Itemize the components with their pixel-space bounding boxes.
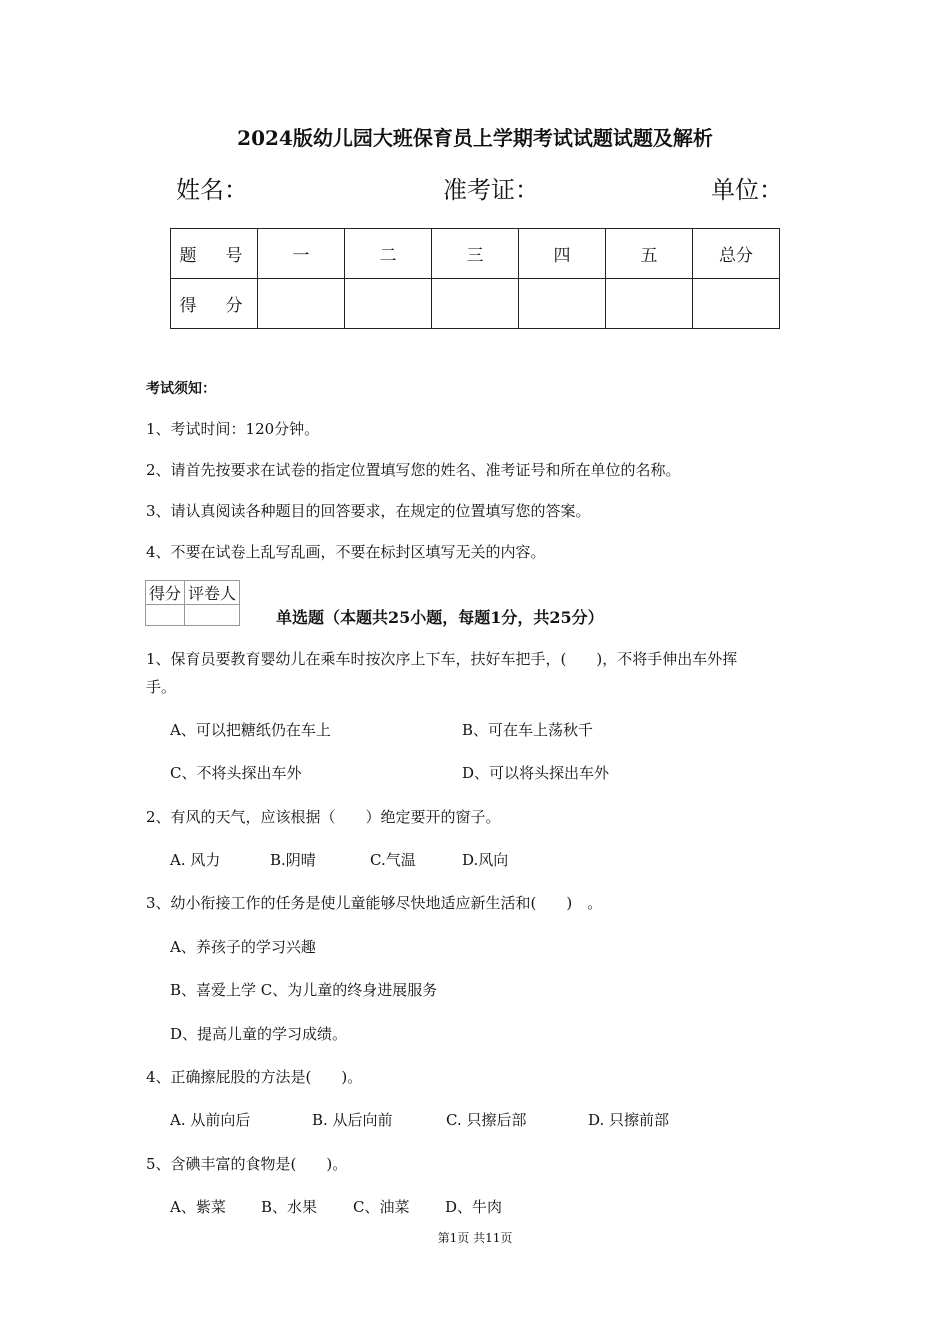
notice-item: 3、请认真阅读各种题目的回答要求，在规定的位置填写您的答案。 — [146, 502, 591, 520]
grader-score-label: 得分 — [146, 581, 185, 605]
score-row-label: 得 分 — [171, 279, 258, 329]
question-4-option-b: B. 从后向前 — [312, 1111, 393, 1129]
document-title: 2024版幼儿园大班保育员上学期考试试题试题及解析 — [237, 126, 713, 150]
question-5-option-d: D、牛肉 — [445, 1198, 503, 1216]
question-1-stem: 1、保育员要教育婴幼儿在乘车时按次序上下车，扶好车把手，( )，不将手伸出车外挥 — [146, 650, 738, 668]
ticket-label: 准考证： — [443, 176, 539, 204]
score-header-total: 总分 — [693, 229, 780, 279]
name-label: 姓名： — [176, 176, 248, 204]
grader-reviewer-cell — [185, 605, 240, 626]
score-cell-4 — [519, 279, 606, 329]
question-2-option-d: D.风向 — [462, 851, 509, 869]
score-header-label: 题 号 — [171, 229, 258, 279]
question-4-option-d: D. 只擦前部 — [588, 1111, 670, 1129]
score-table-score-row — [171, 279, 780, 329]
score-table-header-row — [171, 229, 780, 279]
score-cell-5 — [606, 279, 693, 329]
score-cell-1 — [258, 279, 345, 329]
question-1-option-d: D、可以将头探出车外 — [462, 764, 610, 782]
score-cell-3 — [432, 279, 519, 329]
score-cell-2 — [345, 279, 432, 329]
notice-item: 1、考试时间：120分钟。 — [146, 420, 320, 438]
question-5-stem: 5、含碘丰富的食物是( )。 — [146, 1155, 348, 1173]
grader-score-cell — [146, 605, 185, 626]
notice-item: 4、不要在试卷上乱写乱画，不要在标封区填写无关的内容。 — [146, 543, 546, 561]
question-4-option-a: A. 从前向后 — [170, 1111, 251, 1129]
question-2-stem: 2、有风的天气，应该根据（ ）绝定要开的窗子。 — [146, 808, 501, 826]
question-5-option-b: B、水果 — [261, 1198, 318, 1216]
question-1-option-c: C、不将头探出车外 — [170, 764, 302, 782]
question-3-option-a: A、养孩子的学习兴趣 — [170, 938, 316, 956]
unit-label: 单位： — [711, 176, 783, 204]
question-2-option-a: A. 风力 — [170, 851, 221, 869]
score-header-3: 三 — [432, 229, 519, 279]
question-3-option-d: D、提高儿童的学习成绩。 — [170, 1025, 348, 1043]
grader-reviewer-label: 评卷人 — [185, 581, 240, 605]
question-4-option-c: C. 只擦后部 — [446, 1111, 527, 1129]
score-header-5: 五 — [606, 229, 693, 279]
score-header-4: 四 — [519, 229, 606, 279]
page-footer: 第1页 共11页 — [437, 1231, 513, 1245]
question-4-stem: 4、正确擦屁股的方法是( )。 — [146, 1068, 363, 1086]
question-2-option-b: B.阴晴 — [270, 851, 316, 869]
score-table — [170, 228, 780, 329]
question-1-option-b: B、可在车上荡秋千 — [462, 721, 594, 739]
question-2-option-c: C.气温 — [370, 851, 416, 869]
question-1-stem-cont: 手。 — [146, 678, 177, 696]
question-5-option-a: A、紫菜 — [170, 1198, 226, 1216]
question-1-option-a: A、可以把糖纸仍在车上 — [170, 721, 331, 739]
score-cell-total — [693, 279, 780, 329]
question-3-stem: 3、幼小衔接工作的任务是使儿童能够尽快地适应新生活和( ) 。 — [146, 894, 603, 912]
question-3-option-bc: B、喜爱上学 C、为儿童的终身进展服务 — [170, 981, 438, 999]
section-title: 单选题（本题共25小题，每题1分，共25分） — [276, 608, 604, 627]
grader-table — [145, 580, 240, 626]
notice-item: 2、请首先按要求在试卷的指定位置填写您的姓名、准考证号和所在单位的名称。 — [146, 461, 681, 479]
question-5-option-c: C、油菜 — [353, 1198, 410, 1216]
notice-title: 考试须知： — [146, 381, 216, 397]
score-header-1: 一 — [258, 229, 345, 279]
score-header-2: 二 — [345, 229, 432, 279]
